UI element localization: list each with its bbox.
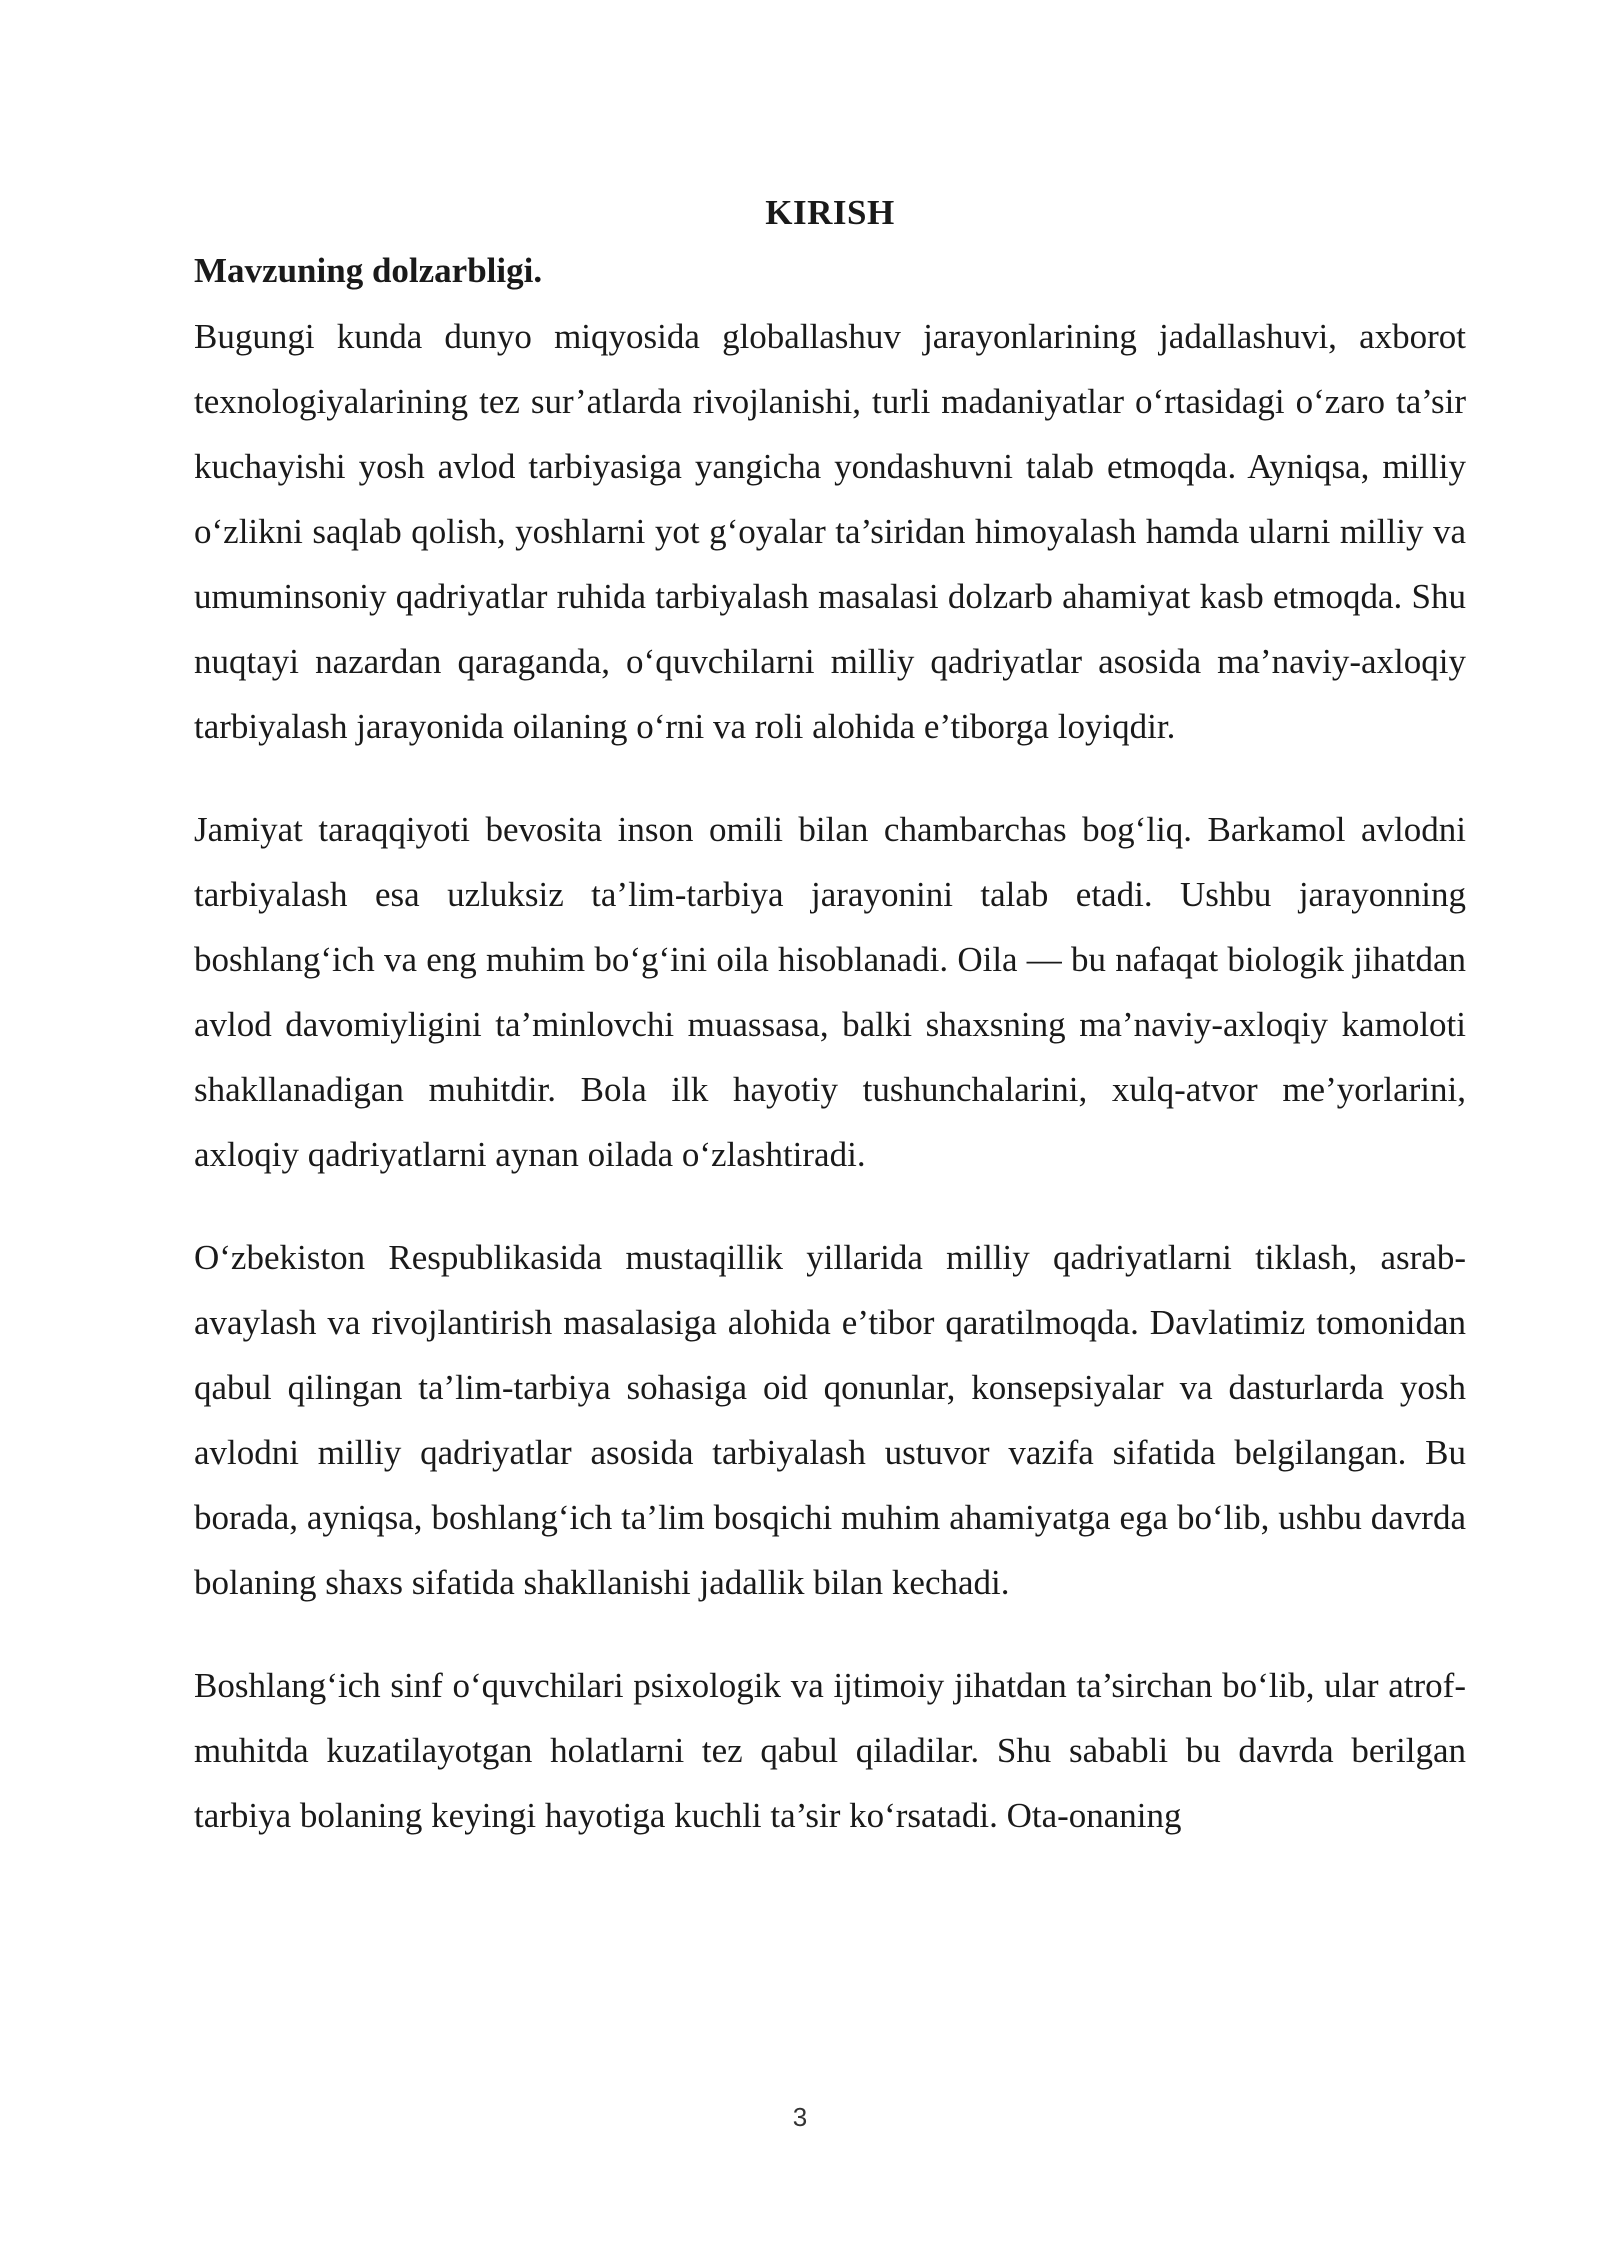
page-number: 3 (792, 2102, 808, 2132)
body-paragraph-3: O‘zbekiston Respublikasida mustaqillik yillarida milliy qadriyatlarni tiklash, asrab-avaylash va rivojlantirish masalasiga alohida e’tibor qaratilmoqda. Davlatimiz tomonidan qabul qilingan ta’lim-tarbiya sohasiga oid qonunlar, konsepsiyalar va dasturlarda yosh avlodni milliy qadriyatlar asosida tarbiyalash ustuvor vazifa sifatida belgilangan. Bu borada, ayniqsa, boshlang‘ich ta’lim bosqichi muhim ahamiyatga ega bo‘lib, ushbu davrda bolaning shaxs sifatida shakllanishi jadallik bilan kechadi. (194, 1238, 1466, 1602)
body-paragraph-4: Boshlang‘ich sinf o‘quvchilari psixologik va ijtimoiy jihatdan ta’sirchan bo‘lib, ular atrof-muhitda kuzatilayotgan holatlarni tez qabul qiladilar. Shu sababli bu davrda berilgan tarbiya bolaning keyingi hayotiga kuchli ta’sir ko‘rsatadi. Ota-onaning (194, 1666, 1466, 1835)
section-heading: Mavzuning dolzarbligi. (194, 251, 543, 290)
body-paragraph-2: Jamiyat taraqqiyoti bevosita inson omili bilan chambarchas bog‘liq. Barkamol avlodni tarbiyalash esa uzluksiz ta’lim-tarbiya jarayonini talab etadi. Ushbu jarayonning boshlang‘ich va eng muhim bo‘g‘ini oila hisoblanadi. Oila — bu nafaqat biologik jihatdan avlod davomiyligini ta’minlovchi muassasa, balki shaxsning ma’naviy-axloqiy kamoloti shakllanadigan muhitdir. Bola ilk hayotiy tushunchalarini, xulq-atvor me’yorlarini, axloqiy qadriyatlarni aynan oilada o‘zlashtiradi. (194, 810, 1466, 1174)
body-paragraph-1: Bugungi kunda dunyo miqyosida globallashuv jarayonlarining jadallashuvi, axborot texnologiyalarining tez sur’atlarda rivojlanishi, turli madaniyatlar o‘rtasidagi o‘zaro ta’sir kuchayishi yosh avlod tarbiyasiga yangicha yondashuvni talab etmoqda. Ayniqsa, milliy o‘zlikni saqlab qolish, yoshlarni yot g‘oyalar ta’siridan himoyalash hamda ularni milliy va umuminsoniy qadriyatlar ruhida tarbiyalash masalasi dolzarb ahamiyat kasb etmoqda. Shu nuqtayi nazardan qaraganda, o‘quvchilarni milliy qadriyatlar asosida ma’naviy-axloqiy tarbiyalash jarayonida oilaning o‘rni va roli alohida e’tiborga loyiqdir. (194, 317, 1466, 746)
page-content (194, 188, 1466, 1886)
chapter-title: KIRISH (765, 193, 895, 232)
